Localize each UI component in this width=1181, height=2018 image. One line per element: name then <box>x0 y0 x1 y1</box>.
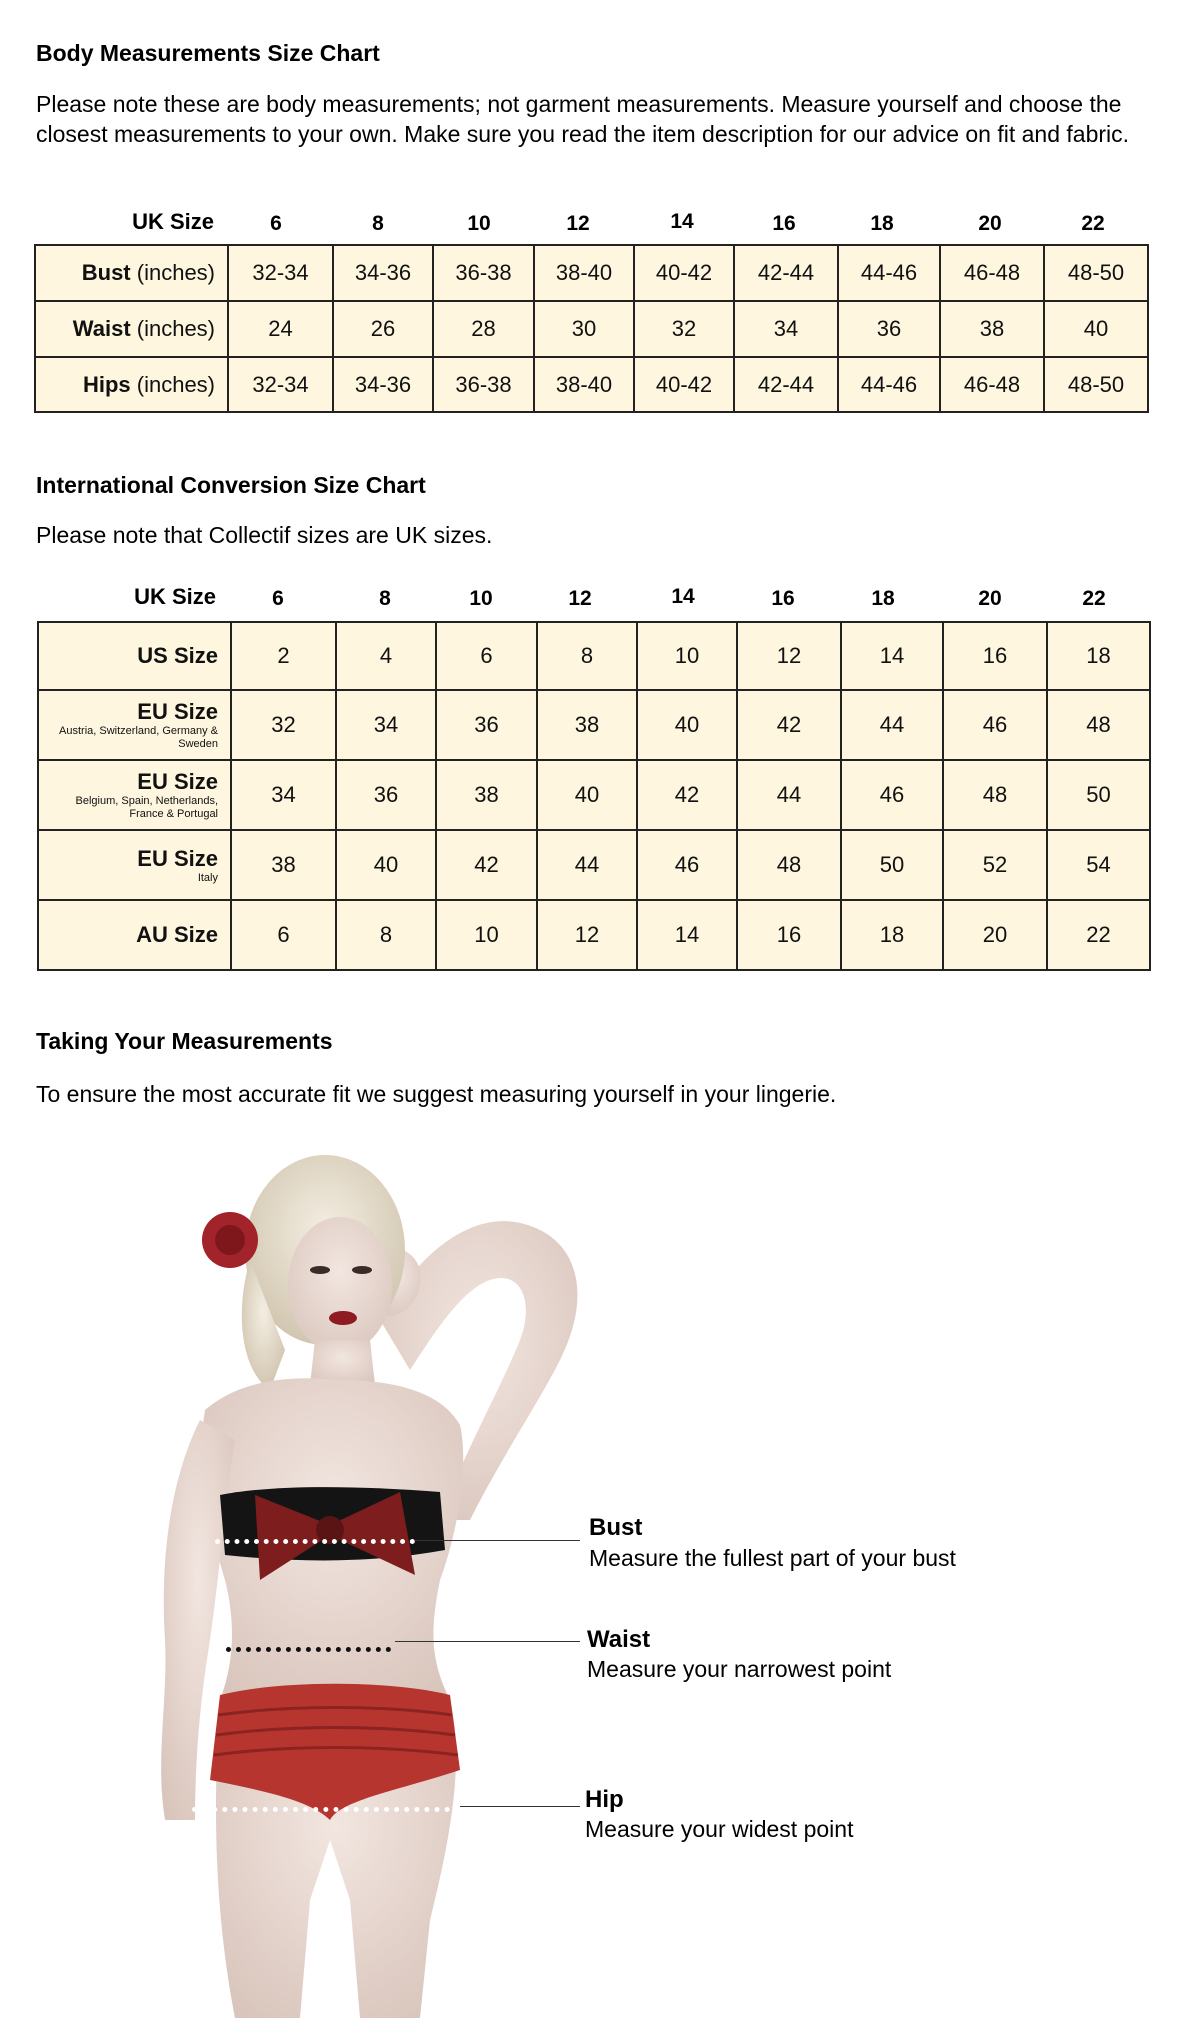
table-cell: 26 <box>333 301 433 357</box>
table-cell: 38 <box>231 830 336 900</box>
table-cell: 30 <box>534 301 634 357</box>
body-chart-title: Body Measurements Size Chart <box>36 40 380 66</box>
hip-leader-line <box>460 1806 580 1807</box>
table-cell: 54 <box>1047 830 1150 900</box>
table-cell: 36-38 <box>433 357 534 412</box>
table-cell: 40-42 <box>634 245 734 301</box>
table-cell: 48 <box>943 760 1047 830</box>
table-cell: 42 <box>737 690 841 760</box>
size-header: 10 <box>469 587 493 610</box>
size-header: 16 <box>772 212 796 235</box>
table-row <box>35 301 1148 357</box>
table-cell: 34 <box>734 301 838 357</box>
table-cell: 18 <box>1047 622 1150 690</box>
table-cell: 14 <box>637 900 737 970</box>
uk-size-header-label: UK Size <box>134 584 216 609</box>
size-header: 8 <box>379 587 391 610</box>
size-header: 12 <box>566 212 590 235</box>
measurements-note: To ensure the most accurate fit we suggest measuring yourself in your lingerie. <box>36 1081 837 1107</box>
table-cell: 6 <box>436 622 537 690</box>
table-cell: 40 <box>1044 301 1148 357</box>
table-row <box>38 900 1150 970</box>
row-label: US Size <box>38 622 231 690</box>
table-cell: 40 <box>537 760 637 830</box>
measurements-title: Taking Your Measurements <box>36 1028 333 1054</box>
row-label: Waist (inches) <box>35 301 228 357</box>
table-cell: 16 <box>737 900 841 970</box>
waist-description: Measure your narrowest point <box>587 1656 892 1682</box>
row-label: EU Size Italy <box>38 830 231 900</box>
size-header: 8 <box>372 212 384 235</box>
table-cell: 34 <box>336 690 436 760</box>
table-row <box>38 690 1150 760</box>
waist-label: Waist <box>587 1626 651 1653</box>
table-cell: 46 <box>943 690 1047 760</box>
table-cell: 46 <box>841 760 943 830</box>
bust-dotted-line <box>215 1539 415 1544</box>
table-cell: 44 <box>737 760 841 830</box>
hip-description: Measure your widest point <box>585 1816 854 1842</box>
table-cell: 28 <box>433 301 534 357</box>
table-cell: 32 <box>634 301 734 357</box>
size-header: 22 <box>1081 212 1105 235</box>
table-cell: 46-48 <box>940 357 1044 412</box>
bust-description: Measure the fullest part of your bust <box>589 1545 956 1571</box>
table-cell: 38 <box>537 690 637 760</box>
hip-label: Hip <box>585 1786 624 1813</box>
table-cell: 2 <box>231 622 336 690</box>
table-cell: 40 <box>637 690 737 760</box>
bust-label: Bust <box>589 1514 643 1541</box>
table-cell: 34-36 <box>333 245 433 301</box>
table-cell: 36 <box>336 760 436 830</box>
table-cell: 14 <box>841 622 943 690</box>
table-cell: 22 <box>1047 900 1150 970</box>
waist-dotted-line <box>226 1647 391 1652</box>
table-cell: 42-44 <box>734 357 838 412</box>
table-cell: 36-38 <box>433 245 534 301</box>
row-label: Hips (inches) <box>35 357 228 412</box>
international-conversion-table <box>37 621 1151 971</box>
size-header: 20 <box>978 212 1002 235</box>
model-illustration <box>140 1140 660 2018</box>
row-label: Bust (inches) <box>35 245 228 301</box>
table-cell: 16 <box>943 622 1047 690</box>
row-label: EU Size Austria, Switzerland, Germany & Sweden <box>38 690 231 760</box>
size-header: 18 <box>870 212 894 235</box>
table-row <box>35 245 1148 301</box>
size-header: 6 <box>270 212 282 235</box>
table-cell: 46 <box>637 830 737 900</box>
table-cell: 18 <box>841 900 943 970</box>
table-cell: 48-50 <box>1044 357 1148 412</box>
table-cell: 48-50 <box>1044 245 1148 301</box>
table-cell: 48 <box>1047 690 1150 760</box>
table-row <box>35 357 1148 412</box>
row-label: EU Size Belgium, Spain, Netherlands, France & Portugal <box>38 760 231 830</box>
size-header: 14 <box>670 210 694 233</box>
table-cell: 20 <box>943 900 1047 970</box>
intl-chart-note: Please note that Collectif sizes are UK sizes. <box>36 522 493 548</box>
row-label: AU Size <box>38 900 231 970</box>
table-cell: 32-34 <box>228 357 333 412</box>
size-header: 18 <box>871 587 895 610</box>
table-cell: 46-48 <box>940 245 1044 301</box>
table-cell: 52 <box>943 830 1047 900</box>
table-cell: 44-46 <box>838 357 940 412</box>
size-header: 20 <box>978 587 1002 610</box>
table-cell: 6 <box>231 900 336 970</box>
table-cell: 44 <box>841 690 943 760</box>
hip-dotted-line <box>192 1807 460 1812</box>
size-header: 10 <box>467 212 491 235</box>
size-header: 16 <box>771 587 795 610</box>
size-header: 6 <box>272 587 284 610</box>
body-chart-note: Please note these are body measurements; not garment measurements. Measure yourself and choose the closest measurements to your own. Make sure you read the item description for our advice on fit and fabric. <box>36 91 1130 147</box>
table-cell: 48 <box>737 830 841 900</box>
size-header: 22 <box>1082 587 1106 610</box>
uk-size-header-label: UK Size <box>132 209 214 234</box>
table-cell: 50 <box>841 830 943 900</box>
table-cell: 40-42 <box>634 357 734 412</box>
size-header: 12 <box>568 587 592 610</box>
table-cell: 44-46 <box>838 245 940 301</box>
table-cell: 38-40 <box>534 245 634 301</box>
table-cell: 24 <box>228 301 333 357</box>
table-cell: 38-40 <box>534 357 634 412</box>
table-cell: 34 <box>231 760 336 830</box>
table-cell: 36 <box>436 690 537 760</box>
table-cell: 40 <box>336 830 436 900</box>
waist-leader-line <box>395 1641 580 1642</box>
table-cell: 44 <box>537 830 637 900</box>
table-row <box>38 830 1150 900</box>
table-cell: 38 <box>436 760 537 830</box>
table-cell: 8 <box>537 622 637 690</box>
table-cell: 12 <box>737 622 841 690</box>
table-cell: 38 <box>940 301 1044 357</box>
table-cell: 32 <box>231 690 336 760</box>
table-cell: 34-36 <box>333 357 433 412</box>
table-row <box>38 622 1150 690</box>
table-cell: 42 <box>436 830 537 900</box>
table-cell: 10 <box>637 622 737 690</box>
table-cell: 32-34 <box>228 245 333 301</box>
table-cell: 4 <box>336 622 436 690</box>
bust-leader-line <box>415 1540 580 1541</box>
table-cell: 10 <box>436 900 537 970</box>
body-measurements-table <box>34 244 1149 413</box>
size-header: 14 <box>671 585 695 608</box>
table-cell: 42 <box>637 760 737 830</box>
intl-chart-title: International Conversion Size Chart <box>36 472 426 498</box>
table-cell: 36 <box>838 301 940 357</box>
table-cell: 42-44 <box>734 245 838 301</box>
table-cell: 8 <box>336 900 436 970</box>
table-row <box>38 760 1150 830</box>
table-cell: 12 <box>537 900 637 970</box>
table-cell: 50 <box>1047 760 1150 830</box>
